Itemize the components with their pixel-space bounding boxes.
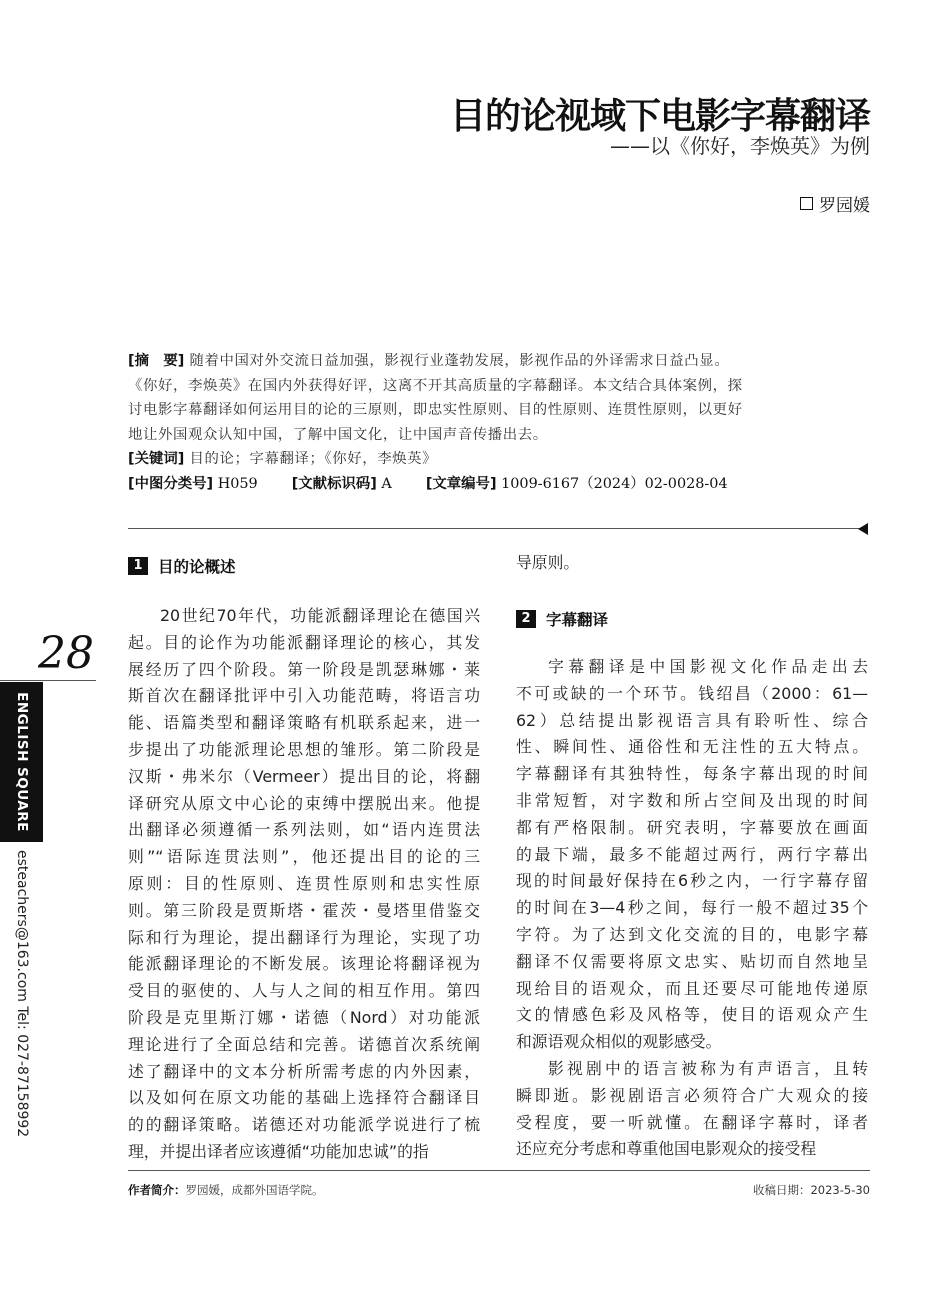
text-line: 字幕翻译是中国影视文化作品走出去	[548, 657, 868, 676]
text-line: 阶段是克里斯汀娜・诺德（Nord）对功能派	[128, 1007, 480, 1027]
text-line: 20世纪70年代，功能派翻译理论在德国兴	[160, 606, 480, 625]
contact-sidebar	[11, 850, 33, 1138]
article-no-label: [文章编号]	[425, 475, 497, 492]
text-line: 原则：目的性原则、连贯性原则和忠实性原	[128, 873, 480, 893]
text-line: 翻译不仅需要将原文忠实、贴切而自然地呈	[516, 951, 868, 971]
text-line: 的时间在3—4秒之间，每行一般不超过35个	[516, 898, 868, 918]
doc-code-cell	[292, 472, 392, 497]
text-line: 际和行为理论，提出翻译行为理论，实现了功	[128, 927, 480, 947]
abstract-block	[128, 349, 848, 496]
doc-code-value: A	[381, 475, 392, 492]
text-line: 都有严格限制。研究表明，字幕要放在画面	[516, 817, 868, 837]
clc-value: H059	[217, 475, 258, 492]
text-line: 现的时间最好保持在6秒之内，一行字幕存留	[516, 871, 868, 891]
text-line: 理，并提出译者应该遵循“功能加忠诚”的指	[128, 1141, 429, 1161]
paragraph	[516, 654, 868, 1056]
section-title: 字幕翻译	[546, 611, 609, 629]
section-title: 目的论概述	[158, 558, 236, 576]
paragraph	[516, 1056, 868, 1163]
section-divider	[128, 528, 860, 529]
abstract-line-1	[128, 349, 848, 374]
footer-rule	[128, 1170, 870, 1171]
author-name: 罗园媛	[819, 196, 870, 216]
section-1-continuation	[516, 550, 868, 577]
text-line: 瞬即逝。影视剧语言必须符合广大观众的接	[516, 1085, 868, 1105]
text-line: 的的翻译策略。诺德还对功能派学说进行了梳	[128, 1115, 480, 1135]
square-box-icon	[800, 197, 813, 210]
abstract-line-4: 地让外国观众认知中国，了解中国文化，让中国声音传播出去。	[128, 426, 548, 443]
clc-label: [中图分类号]	[128, 475, 214, 492]
text-line: 理论进行了全面总结和完善。诺德首次系统阐	[128, 1034, 480, 1054]
text-line: 的最下端，最多不能超过两行，两行字幕出	[516, 844, 868, 864]
abstract-line-3: 讨电影字幕翻译如何运用目的论的三原则，即忠实性原则、目的性原则、连贯性原则，以更好	[128, 402, 743, 418]
text-line: 步提出了功能派理论思想的雏形。第二阶段是	[128, 739, 480, 759]
received-date: 收稿日期：2023-5-30	[752, 1183, 870, 1197]
text-line: 不可或缺的一个环节。钱绍昌（2000：61—	[516, 683, 868, 703]
text-line: 性、瞬间性、通俗性和无注性的五大特点。	[516, 737, 868, 757]
author-bio-text: 罗园媛，成都外国语学院。	[185, 1183, 324, 1197]
text-line: 起。目的论作为功能派翻译理论的核心，其发	[128, 632, 480, 652]
text-line: 文的情感色彩及风格等，使目的语观众产生	[516, 1005, 868, 1025]
text-line: 现给目的语观众，而且还要尽可能地传递原	[516, 978, 868, 998]
keywords-label: [关键词]	[128, 451, 185, 467]
text-line: 则”“语际连贯法则”，他还提出目的论的三	[128, 847, 480, 867]
page-number-rule	[0, 680, 96, 681]
text-line: 还应充分考虑和尊重他国电影观众的接受程	[516, 1139, 817, 1159]
text-line: 述了翻译中的文本分析所需考虑的内外因素，	[128, 1061, 480, 1081]
abstract-line-2: 《你好，李焕英》在国内外获得好评，这离不开其高质量的字幕翻译。本文结合具体案例，探	[128, 377, 743, 394]
author-bio-label: 作者简介：	[128, 1183, 186, 1197]
article-no-cell	[426, 472, 728, 497]
text-line: 则。第三阶段是贾斯塔・霍茨・曼塔里借鉴交	[128, 900, 480, 920]
text-line: 受目的驱使的、人与人之间的相互作用。第四	[128, 981, 480, 1001]
section-1-heading	[128, 555, 236, 577]
text-line: 非常短暂，对字数和所占空间及出现的时间	[516, 790, 868, 810]
classification-line	[128, 472, 848, 497]
section-number-badge: 2	[516, 610, 536, 628]
section-2-heading	[516, 608, 608, 630]
text-line: 能、语篇类型和翻译策略有机联系起来，进一	[128, 713, 480, 733]
abstract-text-1: 随着中国对外交流日益加强，影视行业蓬勃发展，影视作品的外译需求日益凸显。	[189, 353, 730, 369]
keywords-line	[128, 447, 848, 472]
doc-code-label: [文献标识码]	[291, 475, 377, 492]
continuation-line: 导原则。	[516, 553, 580, 572]
text-line: 和源语观众相似的观影感受。	[516, 1032, 722, 1052]
page-number: 28	[38, 628, 94, 679]
text-line: 影视剧中的语言被称为有声语言，且转	[548, 1058, 868, 1078]
section-1-body	[128, 603, 480, 1166]
article-title: 目的论视域下电影字幕翻译	[449, 95, 870, 137]
section-number-badge: 1	[128, 557, 148, 575]
clc-cell	[128, 472, 258, 497]
section-2-body	[516, 654, 868, 1163]
text-line: 受程度，要一听就懂。在翻译字幕时，译者	[516, 1112, 868, 1132]
text-line: 62）总结提出影视语言具有聆听性、综合	[516, 710, 868, 730]
text-line: 字幕翻译有其独特性，每条字幕出现的时间	[516, 764, 868, 784]
author-line	[800, 191, 870, 216]
text-line: 出翻译必须遵循一系列法则，如“语内连贯法	[128, 820, 480, 840]
paragraph	[128, 603, 480, 1166]
text-line: 展经历了四个阶段。第一阶段是凯瑟琳娜・莱	[128, 659, 480, 679]
journal-tab	[0, 682, 43, 842]
text-line: 能派翻译理论的不断发展。该理论将翻译视为	[128, 954, 480, 974]
text-line: 斯首次在翻译批评中引入功能范畴，将语言功	[128, 686, 480, 706]
article-no-value: 1009-6167（2024）02-0028-04	[501, 475, 728, 492]
journal-name: ENGLISH SQUARE	[13, 692, 30, 832]
divider-arrow-icon	[858, 523, 868, 535]
author-bio	[128, 1182, 324, 1198]
contact-info: esteachers@163.com Tel: 027-87158992	[14, 850, 30, 1138]
keywords-text: 目的论；字幕翻译；《你好，李焕英》	[189, 451, 438, 467]
text-line: 译研究从原文中心论的束缚中摆脱出来。他提	[128, 793, 480, 813]
article-subtitle: ——以《你好，李焕英》为例	[610, 134, 870, 158]
abstract-label: [摘 要]	[128, 353, 185, 369]
text-line: 汉斯・弗米尔（Vermeer）提出目的论，将翻	[128, 766, 480, 786]
text-line: 以及如何在原文功能的基础上选择符合翻译目	[128, 1088, 480, 1108]
text-line: 字符。为了达到文化交流的目的，电影字幕	[516, 924, 868, 944]
